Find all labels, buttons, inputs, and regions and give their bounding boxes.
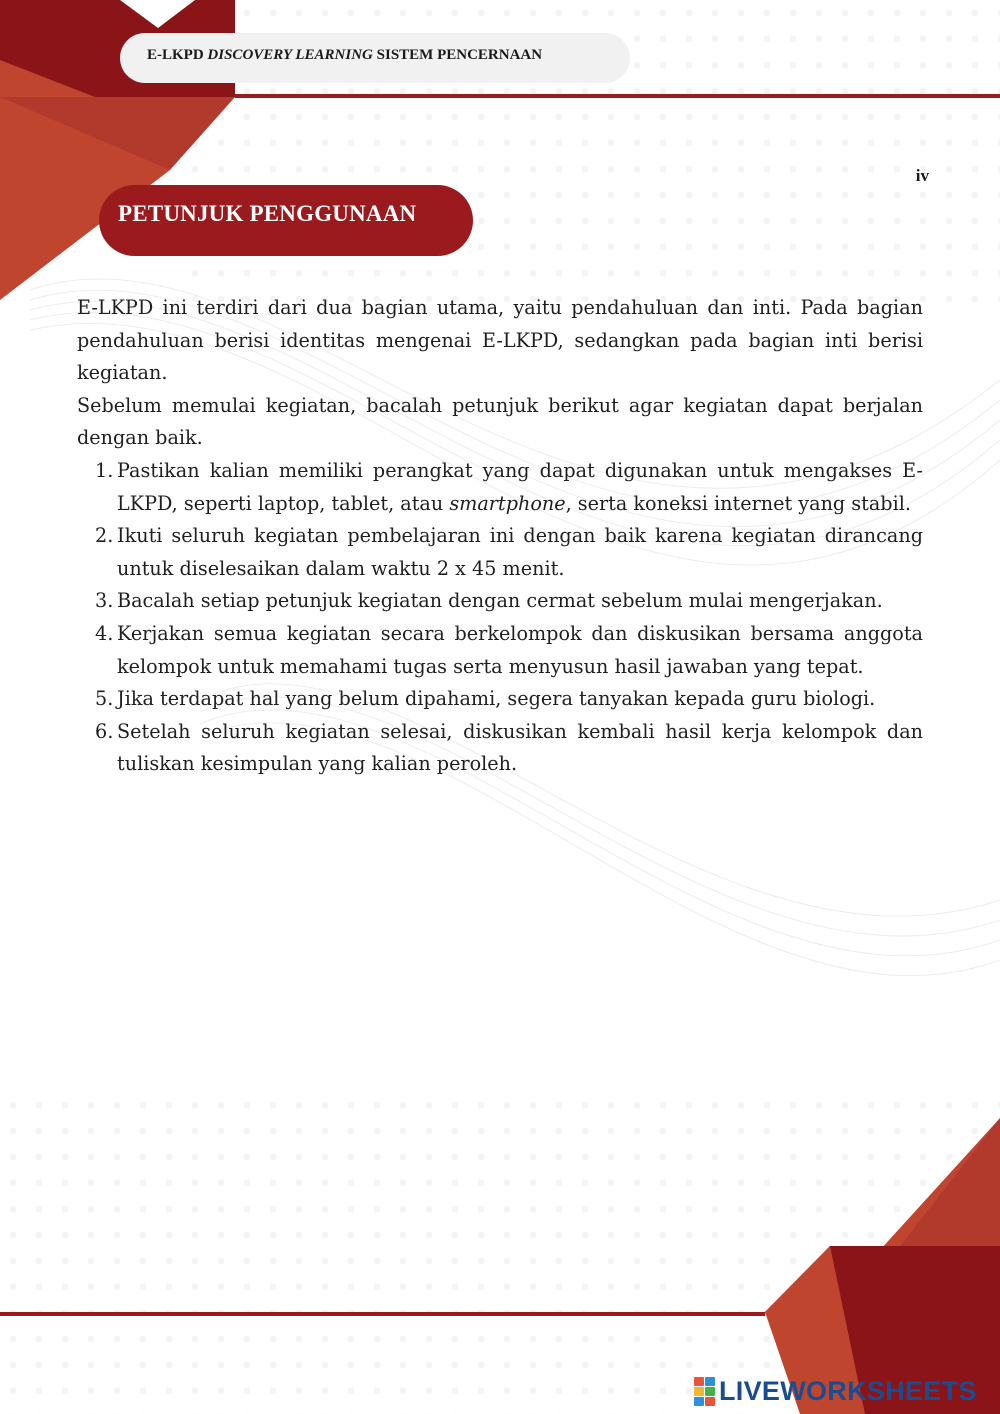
list-item-number: 6. xyxy=(95,719,114,743)
header-italic: DISCOVERY LEARNING xyxy=(207,47,373,63)
list-item-italic: smartphone xyxy=(449,491,566,515)
list-item xyxy=(77,683,923,716)
list-item-text: , serta koneksi internet yang stabil. xyxy=(565,491,911,515)
intro-paragraph: E-LKPD ini terdiri dari dua bagian utama, yaitu pendahuluan dan inti. Pada bagian pendahuluan berisi identitas mengenai E-LKPD, sedangkan pada bagian inti berisi kegiatan. xyxy=(77,296,923,385)
list-item-text: Setelah seluruh kegiatan selesai, diskusikan kembali hasil kerja kelompok dan tuliskan kesimpulan yang kalian peroleh. xyxy=(117,719,923,776)
header-suffix: SISTEM PENCERNAAN xyxy=(376,47,543,63)
intro-paragraph: Sebelum memulai kegiatan, bacalah petunjuk berikut agar kegiatan dapat berjalan dengan baik. xyxy=(77,393,923,450)
page-number: iv xyxy=(915,166,929,185)
header-prefix: E-LKPD xyxy=(147,47,204,63)
liveworksheets-logo-icon xyxy=(694,1377,715,1406)
list-item-text: Ikuti seluruh kegiatan pembelajaran ini dengan baik karena kegiatan dirancang untuk diselesaikan dalam waktu 2 x 45 menit. xyxy=(117,524,923,580)
body-content xyxy=(77,292,923,781)
top-rule xyxy=(235,94,1000,98)
list-item-text: Jika terdapat hal yang belum dipahami, segera tanyakan kepada guru biologi. xyxy=(117,687,876,711)
liveworksheets-logo[interactable] xyxy=(694,1374,977,1408)
list-item xyxy=(77,618,923,683)
list-item-text: Bacalah setiap petunjuk kegiatan dengan cermat sebelum mulai mengerjakan. xyxy=(117,589,883,613)
list-item-number: 1. xyxy=(95,458,114,482)
instruction-list xyxy=(77,455,923,781)
liveworksheets-logo-text: LIVEWORKSHEETS xyxy=(719,1375,977,1406)
list-item-text: Kerjakan semua kegiatan secara berkelompok dan diskusikan bersama anggota kelompok untuk memahami tugas serta menyusun hasil jawaban yang tepat. xyxy=(117,621,923,678)
list-item-number: 2. xyxy=(95,524,114,548)
list-item-text: Pastikan kalian memiliki perangkat yang dapat digunakan untuk mengakses E-LKPD, seperti laptop, tablet, atau xyxy=(117,458,923,515)
list-item-number: 5. xyxy=(95,687,114,711)
list-item-number: 4. xyxy=(95,621,114,645)
header-title xyxy=(147,47,617,64)
section-title: PETUNJUK PENGGUNAAN xyxy=(118,201,417,226)
bottom-rule xyxy=(0,1312,765,1316)
list-item xyxy=(77,520,923,585)
list-item-number: 3. xyxy=(95,589,114,613)
list-item xyxy=(77,585,923,618)
list-item xyxy=(77,716,923,781)
list-item xyxy=(77,455,923,520)
